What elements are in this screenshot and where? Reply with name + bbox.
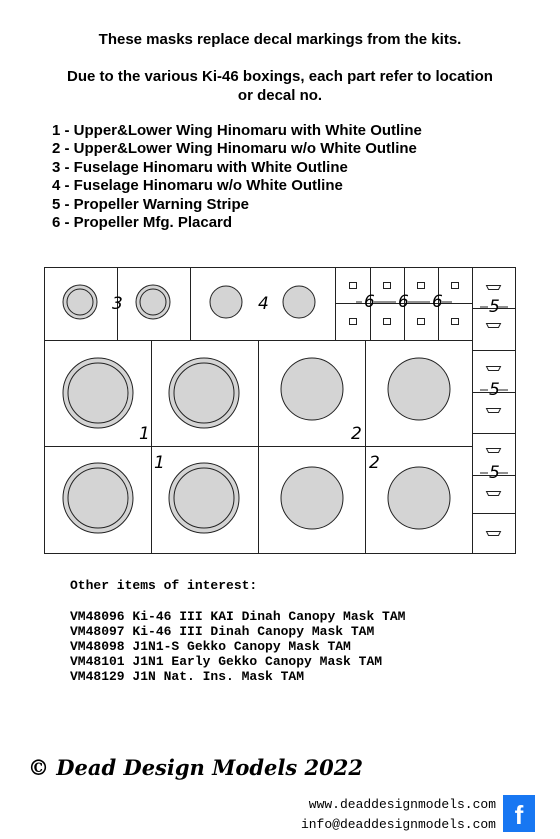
other-item: VM48098 J1N1-S Gekko Canopy Mask TAM <box>70 639 351 654</box>
intro-line-2b: or decal no. <box>237 87 323 104</box>
copyright-signature: © Dead Design Models 2022 <box>28 755 363 780</box>
part-number-3: 3 <box>112 294 123 314</box>
propeller-stripe-masks <box>487 286 501 536</box>
part-number-2a: 2 <box>351 424 362 444</box>
other-item: VM48129 J1N Nat. Ins. Mask TAM <box>70 669 305 684</box>
other-item: VM48101 J1N1 Early Gekko Canopy Mask TAM <box>70 654 383 669</box>
intro-line-2a: Due to the various Ki-46 boxings, each part refer to location <box>67 68 493 85</box>
part-number-2b: 2 <box>369 453 380 473</box>
part-number-4: 4 <box>258 294 269 314</box>
fuselage-hinomaru-outlined-right <box>136 285 170 319</box>
part-number-1a: 1 <box>139 424 150 444</box>
part-number-5c: 5 <box>489 463 500 483</box>
part-number-6b: 6 <box>398 292 409 312</box>
fuselage-hinomaru-plain-left <box>210 286 242 318</box>
email-link[interactable]: info@deaddesignmodels.com <box>300 817 496 832</box>
part-number-6c: 6 <box>432 292 443 312</box>
legend-item-5: 5 - Propeller Warning Stripe <box>52 195 249 213</box>
legend-item-6: 6 - Propeller Mfg. Placard <box>52 214 233 232</box>
wing-hinomaru-plain-4 <box>388 467 450 529</box>
other-item: VM48096 Ki-46 III KAI Dinah Canopy Mask TAM <box>70 609 406 624</box>
wing-hinomaru-plain-2 <box>388 358 450 420</box>
other-items-title: Other items of interest: <box>70 578 258 593</box>
other-item: VM48097 Ki-46 III Dinah Canopy Mask TAM <box>70 624 375 639</box>
legend-item-2: 2 - Upper&Lower Wing Hinomaru w/o White Outline <box>52 140 417 158</box>
wing-hinomaru-outlined-4 <box>169 463 239 533</box>
fuselage-hinomaru-plain-right <box>283 286 315 318</box>
wing-hinomaru-outlined-3 <box>63 463 133 533</box>
wing-hinomaru-plain-1 <box>281 358 343 420</box>
website-link[interactable]: www.deaddesignmodels.com <box>308 797 496 812</box>
wing-hinomaru-outlined-2 <box>169 358 239 428</box>
intro-line-1: These masks replace decal markings from the kits. <box>98 31 462 48</box>
legend-item-4: 4 - Fuselage Hinomaru w/o White Outline <box>52 177 343 195</box>
part-number-1b: 1 <box>154 453 165 473</box>
part-number-5b: 5 <box>489 380 500 400</box>
legend-item-3: 3 - Fuselage Hinomaru with White Outline <box>52 158 348 176</box>
facebook-icon[interactable]: f <box>503 795 535 832</box>
part-number-5a: 5 <box>489 297 500 317</box>
fuselage-hinomaru-outlined-left <box>63 285 97 319</box>
other-items-list <box>70 609 405 684</box>
wing-hinomaru-plain-3 <box>281 467 343 529</box>
legend-item-1: 1 - Upper&Lower Wing Hinomaru with White Outline <box>52 122 422 139</box>
wing-hinomaru-outlined-1 <box>63 358 133 428</box>
part-number-6a: 6 <box>364 292 375 312</box>
